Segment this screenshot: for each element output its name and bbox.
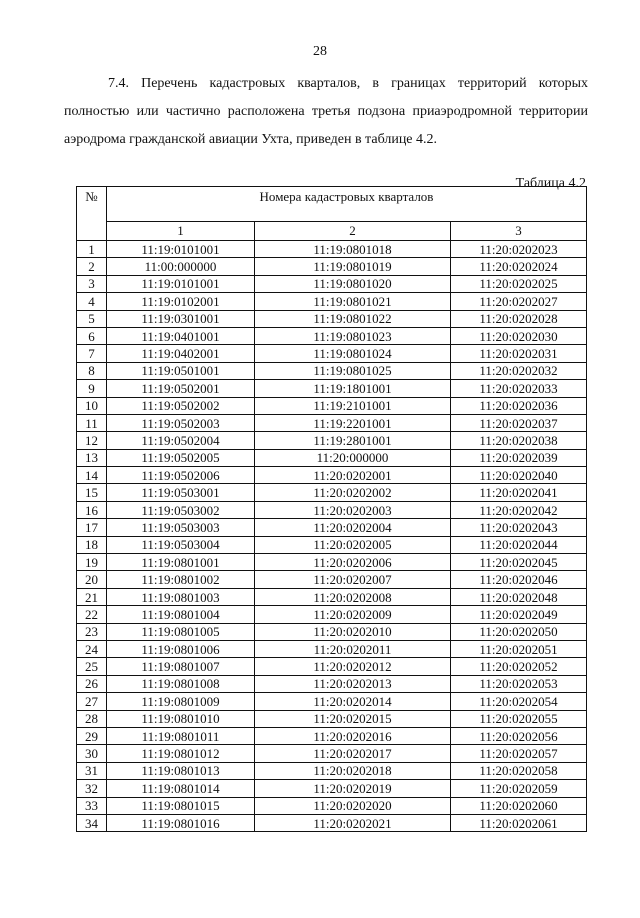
quarter-cell-col3: 11:20:0202038 [451, 432, 587, 449]
table-row [77, 554, 587, 571]
quarter-cell-col3: 11:20:0202061 [451, 814, 587, 831]
row-number-cell: 4 [77, 293, 107, 310]
table-header-row [77, 187, 587, 222]
table-subheader-row [77, 222, 587, 241]
row-number-cell: 1 [77, 241, 107, 258]
quarter-cell-col2: 11:19:2201001 [255, 414, 451, 431]
quarter-cell-col3: 11:20:0202024 [451, 258, 587, 275]
row-number-cell: 3 [77, 275, 107, 292]
quarter-cell-col1: 11:19:0401001 [107, 327, 255, 344]
quarter-cell-col2: 11:20:0202006 [255, 554, 451, 571]
quarter-cell-col1: 11:19:0502003 [107, 414, 255, 431]
table-row [77, 345, 587, 362]
row-number-cell: 15 [77, 484, 107, 501]
quarter-cell-col2: 11:19:0801021 [255, 293, 451, 310]
row-number-cell: 12 [77, 432, 107, 449]
quarter-cell-col2: 11:19:1801001 [255, 380, 451, 397]
row-number-cell: 27 [77, 693, 107, 710]
row-number-cell: 30 [77, 745, 107, 762]
quarter-cell-col2: 11:19:0801025 [255, 362, 451, 379]
table-row [77, 640, 587, 657]
quarter-cell-col1: 11:19:0501001 [107, 362, 255, 379]
quarter-cell-col2: 11:19:0801018 [255, 241, 451, 258]
row-number-cell: 11 [77, 414, 107, 431]
table-row [77, 449, 587, 466]
quarter-cell-col2: 11:19:2801001 [255, 432, 451, 449]
table-row [77, 727, 587, 744]
table-row [77, 484, 587, 501]
table-row [77, 814, 587, 831]
table-row [77, 536, 587, 553]
column-header-3: 3 [451, 222, 587, 241]
quarter-cell-col1: 11:19:0801002 [107, 571, 255, 588]
quarter-cell-col3: 11:20:0202031 [451, 345, 587, 362]
table-row [77, 745, 587, 762]
table-row [77, 519, 587, 536]
quarter-cell-col2: 11:19:0801022 [255, 310, 451, 327]
quarter-cell-col2: 11:20:0202010 [255, 623, 451, 640]
row-number-cell: 21 [77, 588, 107, 605]
table-row [77, 501, 587, 518]
quarter-cell-col3: 11:20:0202027 [451, 293, 587, 310]
quarter-cell-col1: 11:19:0801006 [107, 640, 255, 657]
row-number-cell: 19 [77, 554, 107, 571]
quarter-cell-col2: 11:20:0202011 [255, 640, 451, 657]
quarter-cell-col1: 11:19:0801016 [107, 814, 255, 831]
quarter-cell-col2: 11:20:0202015 [255, 710, 451, 727]
quarter-cell-col2: 11:19:0801023 [255, 327, 451, 344]
quarter-cell-col3: 11:20:0202049 [451, 606, 587, 623]
quarter-cell-col2: 11:19:0801019 [255, 258, 451, 275]
row-number-cell: 16 [77, 501, 107, 518]
quarter-cell-col3: 11:20:0202032 [451, 362, 587, 379]
row-number-cell: 10 [77, 397, 107, 414]
quarter-cell-col1: 11:19:0502006 [107, 467, 255, 484]
quarter-cell-col3: 11:20:0202041 [451, 484, 587, 501]
quarter-cell-col1: 11:19:0801003 [107, 588, 255, 605]
row-number-cell: 5 [77, 310, 107, 327]
quarter-cell-col1: 11:19:0301001 [107, 310, 255, 327]
quarter-cell-col3: 11:20:0202030 [451, 327, 587, 344]
quarter-cell-col2: 11:20:0202007 [255, 571, 451, 588]
column-header-1: 1 [107, 222, 255, 241]
quarter-cell-col1: 11:19:0801011 [107, 727, 255, 744]
quarter-cell-col1: 11:19:0102001 [107, 293, 255, 310]
quarter-cell-col1: 11:19:0101001 [107, 241, 255, 258]
quarter-cell-col2: 11:20:0202020 [255, 797, 451, 814]
row-number-cell: 20 [77, 571, 107, 588]
table-row [77, 606, 587, 623]
number-column-header: № [77, 187, 107, 241]
quarter-cell-col3: 11:20:0202043 [451, 519, 587, 536]
quarter-cell-col3: 11:20:0202045 [451, 554, 587, 571]
quarter-cell-col3: 11:20:0202042 [451, 501, 587, 518]
quarter-cell-col1: 11:19:0801009 [107, 693, 255, 710]
table-row [77, 380, 587, 397]
table-row [77, 658, 587, 675]
page-number: 28 [313, 44, 327, 59]
quarter-cell-col2: 11:20:0202021 [255, 814, 451, 831]
table-row [77, 623, 587, 640]
quarter-cell-col2: 11:19:0801024 [255, 345, 451, 362]
quarter-cell-col1: 11:19:0801015 [107, 797, 255, 814]
quarter-cell-col2: 11:20:0202009 [255, 606, 451, 623]
cadastral-quarters-table [76, 186, 587, 832]
intro-paragraph: 7.4. Перечень кадастровых кварталов, в границах территорий которых полностью или частично расположена третья подзона приаэродромной территории аэродрома гражданской авиации Ухта, приведен в таблице 4.2. [64, 76, 588, 147]
quarter-cell-col1: 11:19:0503004 [107, 536, 255, 553]
table-caption: Таблица 4.2 [515, 176, 586, 191]
table-row [77, 588, 587, 605]
quarter-cell-col1: 11:00:000000 [107, 258, 255, 275]
row-number-cell: 24 [77, 640, 107, 657]
quarter-cell-col1: 11:19:0801008 [107, 675, 255, 692]
quarter-cell-col3: 11:20:0202055 [451, 710, 587, 727]
quarter-cell-col3: 11:20:0202053 [451, 675, 587, 692]
quarter-cell-col2: 11:19:0801020 [255, 275, 451, 292]
table-row [77, 693, 587, 710]
quarter-cell-col1: 11:19:0801014 [107, 780, 255, 797]
quarter-cell-col3: 11:20:0202023 [451, 241, 587, 258]
quarter-cell-col3: 11:20:0202059 [451, 780, 587, 797]
quarter-cell-col1: 11:19:0801013 [107, 762, 255, 779]
quarter-cell-col2: 11:20:0202008 [255, 588, 451, 605]
quarter-cell-col2: 11:20:0202016 [255, 727, 451, 744]
row-number-cell: 25 [77, 658, 107, 675]
table-row [77, 571, 587, 588]
quarter-cell-col3: 11:20:0202050 [451, 623, 587, 640]
quarter-cell-col2: 11:19:2101001 [255, 397, 451, 414]
quarter-cell-col1: 11:19:0502002 [107, 397, 255, 414]
row-number-cell: 23 [77, 623, 107, 640]
row-number-cell: 28 [77, 710, 107, 727]
row-number-cell: 29 [77, 727, 107, 744]
quarter-cell-col3: 11:20:0202058 [451, 762, 587, 779]
quarter-cell-col1: 11:19:0801010 [107, 710, 255, 727]
quarter-cell-col3: 11:20:0202054 [451, 693, 587, 710]
row-number-cell: 7 [77, 345, 107, 362]
quarter-cell-col1: 11:19:0101001 [107, 275, 255, 292]
quarter-cell-col3: 11:20:0202052 [451, 658, 587, 675]
quarter-cell-col3: 11:20:0202040 [451, 467, 587, 484]
quarter-cell-col2: 11:20:0202005 [255, 536, 451, 553]
row-number-cell: 34 [77, 814, 107, 831]
row-number-cell: 18 [77, 536, 107, 553]
table-row [77, 275, 587, 292]
quarter-cell-col3: 11:20:0202028 [451, 310, 587, 327]
quarter-cell-col3: 11:20:0202039 [451, 449, 587, 466]
row-number-cell: 14 [77, 467, 107, 484]
table-row [77, 397, 587, 414]
quarter-cell-col1: 11:19:0402001 [107, 345, 255, 362]
quarter-cell-col3: 11:20:0202036 [451, 397, 587, 414]
table-row [77, 780, 587, 797]
quarter-cell-col3: 11:20:0202056 [451, 727, 587, 744]
quarter-cell-col2: 11:20:0202013 [255, 675, 451, 692]
quarter-cell-col2: 11:20:0202003 [255, 501, 451, 518]
row-number-cell: 13 [77, 449, 107, 466]
quarter-cell-col2: 11:20:0202018 [255, 762, 451, 779]
row-number-cell: 31 [77, 762, 107, 779]
row-number-cell: 17 [77, 519, 107, 536]
quarter-cell-col3: 11:20:0202060 [451, 797, 587, 814]
quarter-cell-col3: 11:20:0202033 [451, 380, 587, 397]
quarter-cell-col1: 11:19:0503003 [107, 519, 255, 536]
table-row [77, 327, 587, 344]
quarter-cell-col3: 11:20:0202046 [451, 571, 587, 588]
quarter-cell-col3: 11:20:0202044 [451, 536, 587, 553]
quarter-cell-col3: 11:20:0202025 [451, 275, 587, 292]
row-number-cell: 26 [77, 675, 107, 692]
quarter-cell-col1: 11:19:0801007 [107, 658, 255, 675]
quarter-cell-col2: 11:20:0202019 [255, 780, 451, 797]
table-row [77, 675, 587, 692]
table-row [77, 432, 587, 449]
row-number-cell: 32 [77, 780, 107, 797]
quarter-cell-col2: 11:20:0202017 [255, 745, 451, 762]
quarter-cell-col1: 11:19:0801001 [107, 554, 255, 571]
table-row [77, 258, 587, 275]
quarter-cell-col2: 11:20:0202012 [255, 658, 451, 675]
row-number-cell: 2 [77, 258, 107, 275]
quarter-cell-col2: 11:20:0202002 [255, 484, 451, 501]
row-number-cell: 6 [77, 327, 107, 344]
table-row [77, 710, 587, 727]
quarter-cell-col1: 11:19:0502001 [107, 380, 255, 397]
row-number-cell: 9 [77, 380, 107, 397]
column-header-2: 2 [255, 222, 451, 241]
quarter-cell-col2: 11:20:0202001 [255, 467, 451, 484]
quarter-cell-col3: 11:20:0202048 [451, 588, 587, 605]
quarter-cell-col3: 11:20:0202051 [451, 640, 587, 657]
table-row [77, 414, 587, 431]
quarter-cell-col1: 11:19:0502004 [107, 432, 255, 449]
quarter-cell-col1: 11:19:0502005 [107, 449, 255, 466]
table-row [77, 467, 587, 484]
quarter-cell-col1: 11:19:0503002 [107, 501, 255, 518]
quarter-cell-col2: 11:20:0202014 [255, 693, 451, 710]
quarter-cell-col1: 11:19:0801012 [107, 745, 255, 762]
table-row [77, 362, 587, 379]
table-row [77, 797, 587, 814]
row-number-cell: 8 [77, 362, 107, 379]
row-number-cell: 22 [77, 606, 107, 623]
quarters-group-header: Номера кадастровых кварталов [107, 187, 587, 222]
quarter-cell-col1: 11:19:0503001 [107, 484, 255, 501]
quarter-cell-col2: 11:20:0202004 [255, 519, 451, 536]
table-body [77, 241, 587, 832]
table-row [77, 310, 587, 327]
table-row [77, 293, 587, 310]
row-number-cell: 33 [77, 797, 107, 814]
quarter-cell-col2: 11:20:000000 [255, 449, 451, 466]
quarter-cell-col1: 11:19:0801004 [107, 606, 255, 623]
quarter-cell-col3: 11:20:0202037 [451, 414, 587, 431]
quarter-cell-col1: 11:19:0801005 [107, 623, 255, 640]
table-row [77, 762, 587, 779]
table-row [77, 241, 587, 258]
quarter-cell-col3: 11:20:0202057 [451, 745, 587, 762]
